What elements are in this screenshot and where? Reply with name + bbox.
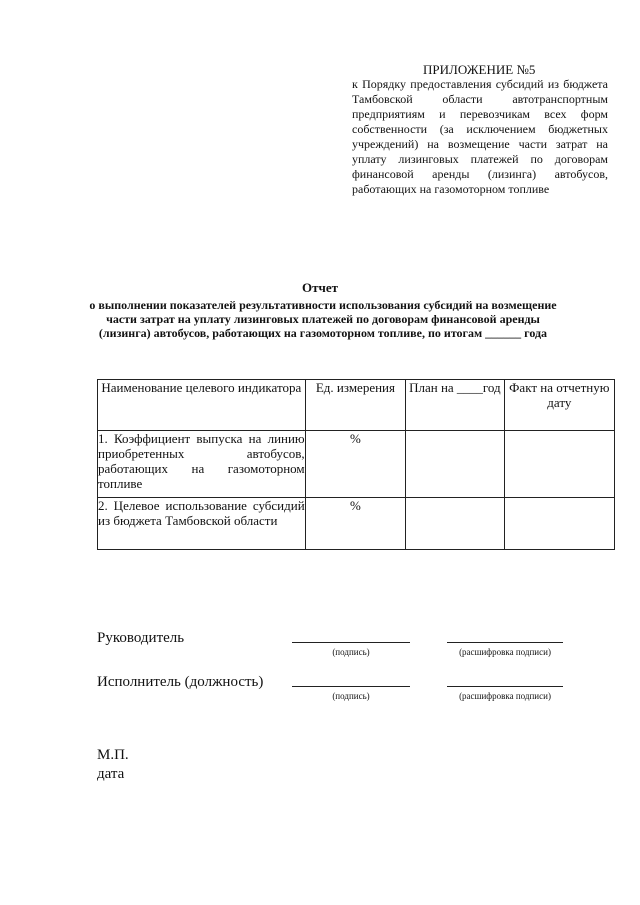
row-unit: % <box>305 431 406 498</box>
row-indicator: 2. Целевое использование субсидий из бюджета Тамбовской области <box>98 498 306 550</box>
report-subtitle: о выполнении показателей результативности использования субсидий на возмещение части затрат на уплату лизинговых платежей по договорам финансовой аренды (лизинга) автобусов, работающих на газомоторном топливе, по итогам ______ года <box>89 298 557 340</box>
executor-decode-line <box>447 686 563 687</box>
table-row <box>98 431 615 498</box>
report-title: Отчет <box>302 280 338 295</box>
executor-label: Исполнитель (должность) <box>97 674 264 690</box>
head-decode-line <box>447 642 563 643</box>
header-unit: Ед. измерения <box>305 380 406 431</box>
row-plan <box>406 498 504 550</box>
date-label: дата <box>97 766 125 782</box>
table-row <box>98 498 615 550</box>
stamp-label: М.П. <box>97 747 129 763</box>
appendix-title: ПРИЛОЖЕНИЕ №5 <box>423 62 536 77</box>
head-label: Руководитель <box>97 630 185 646</box>
header-fact: Факт на отчетную дату <box>504 380 614 431</box>
header-plan: План на ____год <box>406 380 504 431</box>
head-decode-caption: (расшифровка подписи) <box>459 647 551 657</box>
header-indicator: Наименование целевого индикатора <box>98 380 306 431</box>
executor-decode-caption: (расшифровка подписи) <box>459 691 551 701</box>
indicators-table <box>97 379 615 550</box>
executor-signature-caption: (подпись) <box>332 691 370 701</box>
row-unit: % <box>305 498 406 550</box>
executor-signature-line <box>292 686 410 687</box>
row-indicator: 1. Коэффициент выпуска на линию приобретенных автобусов, работающих на газомоторном топливе <box>98 431 306 498</box>
row-plan <box>406 431 504 498</box>
row-fact <box>504 431 614 498</box>
row-fact <box>504 498 614 550</box>
appendix-text: к Порядку предоставления субсидий из бюджета Тамбовской области автотранспортным предприятиям и перевозчикам всех форм собственности (за исключением бюджетных учреждений) на возмещение части затрат на уплату лизинговых платежей по договорам финансовой аренды (лизинга) автобусов, работающих на газомоторном топливе <box>352 77 608 196</box>
head-signature-caption: (подпись) <box>332 647 370 657</box>
head-signature-line <box>292 642 410 643</box>
table-header-row <box>98 380 615 431</box>
stamp-block <box>97 746 129 784</box>
